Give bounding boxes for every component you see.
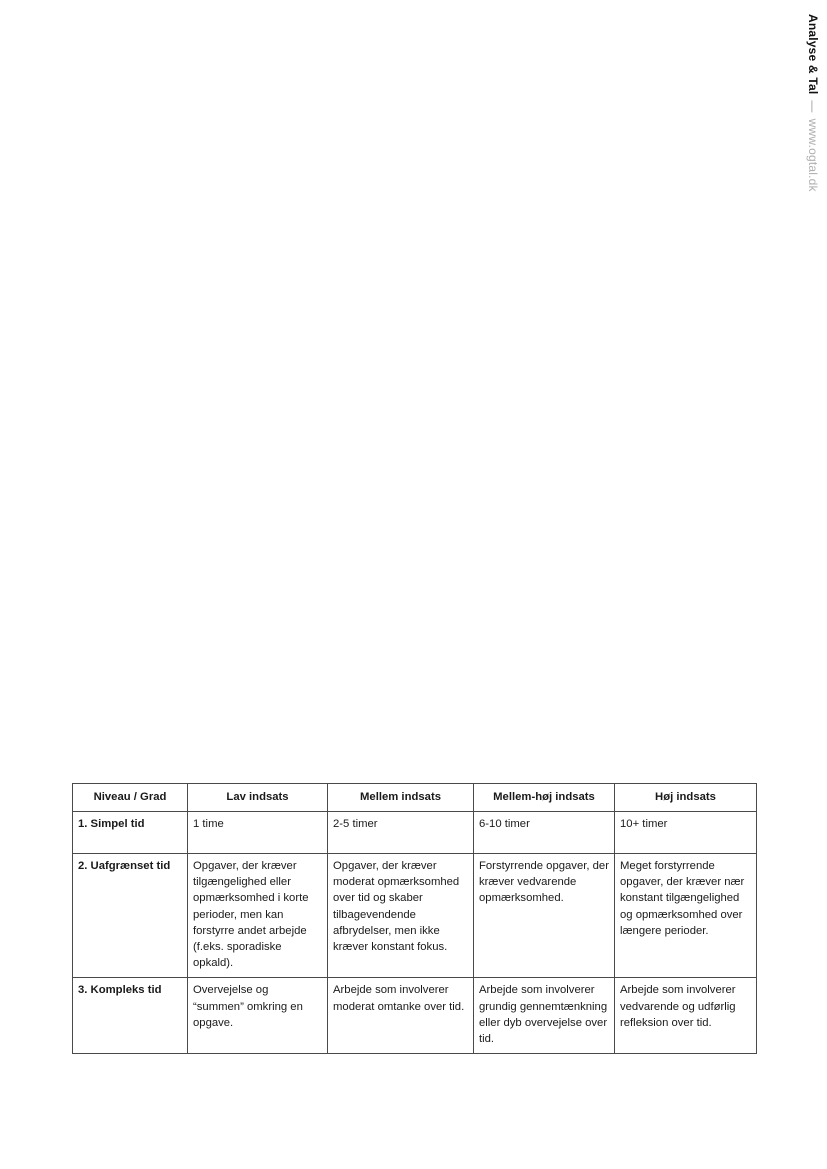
brand-name: Analyse & Tal [806, 14, 820, 95]
side-brand [803, 14, 823, 204]
table-header-row [73, 784, 757, 812]
table-cell: Overvejelse og “summen” omkring en opgave. [188, 978, 328, 1054]
side-brand-text [805, 14, 821, 192]
table-cell: 1 time [188, 812, 328, 854]
table-row [73, 812, 757, 854]
brand-url: www.ogtal.dk [806, 118, 820, 192]
table-cell: Arbejde som involverer grundig gennemtænkning eller dyb overvejelse over tid. [474, 978, 615, 1054]
table-cell: Opgaver, der kræver moderat opmærksomhed over tid og skaber tilbagevendende afbrydelser, men ikke kræver konstant fokus. [328, 854, 474, 978]
table-cell: 6-10 timer [474, 812, 615, 854]
row-label-simple-time: 1. Simpel tid [73, 812, 188, 854]
table-cell: Arbejde som involverer moderat omtanke over tid. [328, 978, 474, 1054]
table-cell: 10+ timer [615, 812, 757, 854]
table-cell: Opgaver, der kræver tilgængelighed eller opmærksomhed i korte perioder, men kan forstyrre andet arbejde (f.eks. sporadiske opkald). [188, 854, 328, 978]
header-medium-effort: Mellem indsats [328, 784, 474, 812]
row-label-complex-time: 3. Kompleks tid [73, 978, 188, 1054]
effort-grade-table [72, 783, 757, 1054]
header-level: Niveau / Grad [73, 784, 188, 812]
header-medium-high-effort: Mellem-høj indsats [474, 784, 615, 812]
table-row [73, 978, 757, 1054]
table-cell: Forstyrrende opgaver, der kræver vedvarende opmærksomhed. [474, 854, 615, 978]
header-low-effort: Lav indsats [188, 784, 328, 812]
row-label-unbounded-time: 2. Uafgrænset tid [73, 854, 188, 978]
header-high-effort: Høj indsats [615, 784, 757, 812]
table-row [73, 854, 757, 978]
table-cell: Arbejde som involverer vedvarende og udførlig refleksion over tid. [615, 978, 757, 1054]
table-cell: Meget forstyrrende opgaver, der kræver nær konstant tilgængelighed og opmærksomhed over længere perioder. [615, 854, 757, 978]
table-cell: 2-5 timer [328, 812, 474, 854]
brand-separator: — [806, 100, 820, 113]
